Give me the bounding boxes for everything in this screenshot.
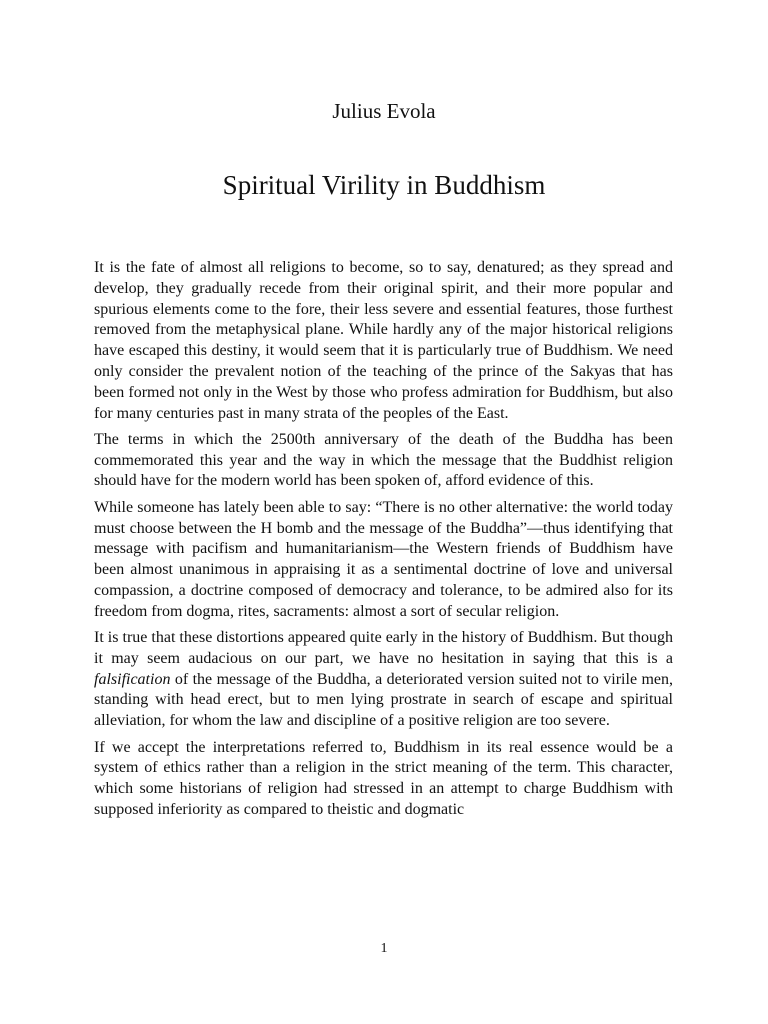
- body-text: [94, 258, 673, 826]
- paragraph-3: While someone has lately been able to say: “There is no other alternative: the world today must choose between the H bomb and the message of the Buddha”—thus identifying that message with pacifism and humanitarianism—the Western friends of Buddhism have been almost unanimous in appraising it as a sentimental doctrine of love and universal compassion, a doctrine composed of democracy and tolerance, to be admired also for its freedom from dogma, rites, sacraments: almost a sort of secular religion.: [94, 498, 673, 620]
- paragraph-4: [94, 628, 673, 732]
- page-number: 1: [380, 941, 388, 956]
- paragraph-5: If we accept the interpretations referred to, Buddhism in its real essence would be a system of ethics rather than a religion in the strict meaning of the term. This character, which some historians of religion had stressed in an attempt to charge Buddhism with supposed inferiority as compared to theistic and dogmatic: [94, 738, 673, 818]
- paragraph-4-part-1: It is true that these distortions appeared quite early in the history of Buddhism. But though it may seem audacious on our part, we have no hesitation in saying that this is a: [94, 629, 673, 667]
- paragraph-1: It is the fate of almost all religions to become, so to say, denatured; as they spread and develop, they gradually recede from their original spirit, and their more popular and spurious elements come to the fore, their less severe and essential features, those furthest removed from the metaphysical plane. While hardly any of the major historical religions have escaped this destiny, it would seem that it is particularly true of Buddhism. We need only consider the prevalent notion of the teaching of the prince of the Sakyas that has been formed not only in the West by those who profess admiration for Buddhism, but also for many centuries past in many strata of the peoples of the East.: [94, 259, 673, 422]
- author-name: Julius Evola: [332, 99, 436, 123]
- paragraph-2: The terms in which the 2500th anniversary of the death of the Buddha has been commemorated this year and the way in which the message that the Buddhist religion should have for the modern world has been spoken of, afford evidence of this.: [94, 430, 673, 490]
- paragraph-4-part-2: of the message of the Buddha, a deteriorated version suited not to virile men, standing with head erect, but to men lying prostrate in search of escape and spiritual alleviation, for whom the law and discipline of a positive religion are too severe.: [94, 670, 673, 730]
- emphasized-word: falsification: [94, 670, 171, 688]
- document-title: Spiritual Virility in Buddhism: [222, 170, 546, 200]
